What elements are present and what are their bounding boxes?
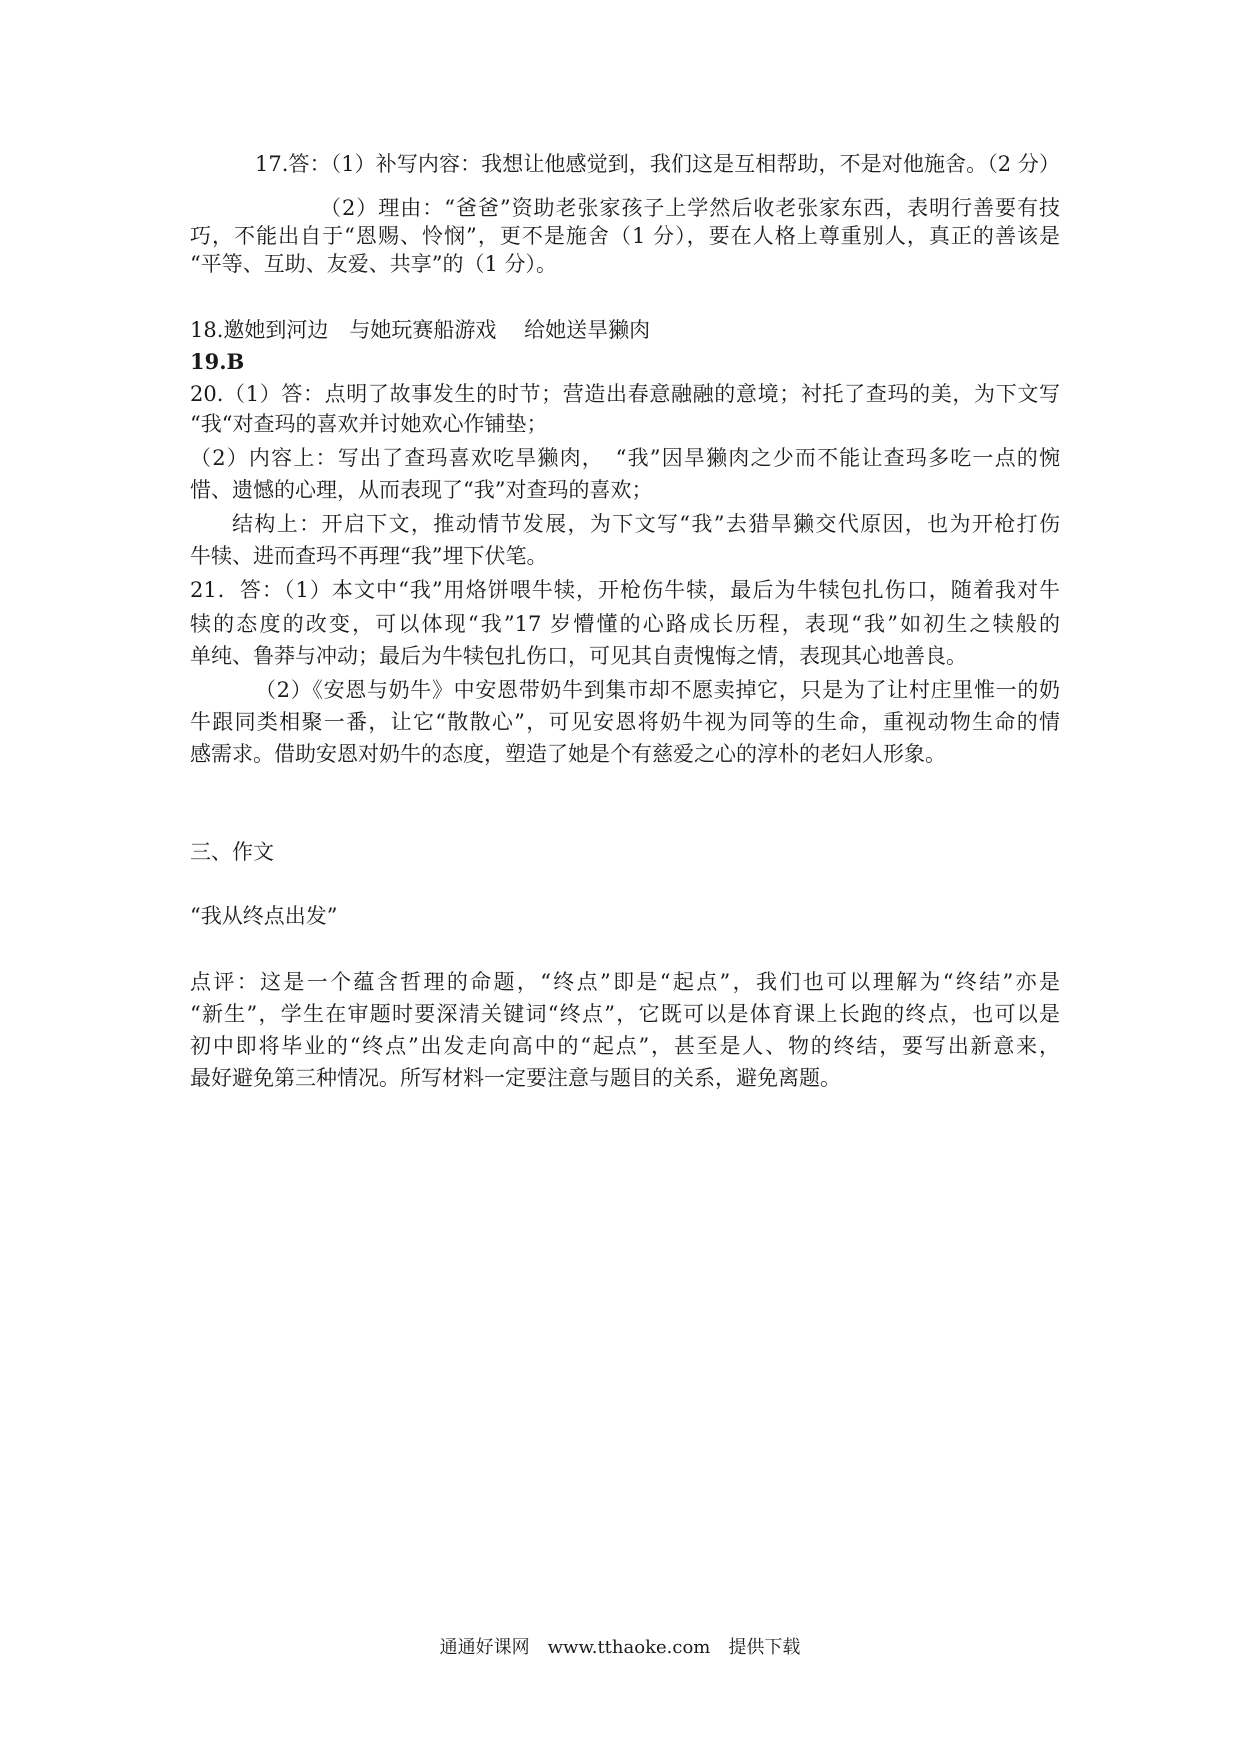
q17-line-1: 17.答：（1）补写内容：我想让他感觉到，我们这是互相帮助，不是对他施舍。（2 分） <box>255 152 1060 176</box>
q20-line-3: （2）内容上：写出了查玛喜欢吃旱獭肉， “我”因旱獭肉之少而不能让查玛多吃一点的惋 <box>190 446 1060 470</box>
q19-answer: 19.B <box>190 349 245 374</box>
comment-line-3: 初中即将毕业的“终点”出发走向高中的“起点”，甚至是人、物的终结，要写出新意来， <box>190 1034 1060 1058</box>
q20-line-4: 惜、遗憾的心理，从而表现了“我”对查玛的喜欢； <box>190 478 653 502</box>
comment-line-1: 点评：这是一个蕴含哲理的命题，“终点”即是“起点”，我们也可以理解为“终结”亦是 <box>190 970 1060 994</box>
q21-line-5: 牛跟同类相聚一番，让它“散散心”，可见安恩将奶牛视为同等的生命，重视动物生命的情 <box>190 710 1060 734</box>
q17-line-4: “平等、互助、友爱、共享”的（1 分）。 <box>190 252 558 276</box>
q18-answer: 18.邀她到河边 与她玩赛船游戏 给她送旱獭肉 <box>190 318 651 342</box>
q17-line-3: 巧，不能出自于“恩赐、怜悯”，更不是施舍（1 分），要在人格上尊重别人，真正的善该是 <box>190 224 1060 248</box>
composition-title: “我从终点出发” <box>190 904 338 928</box>
q20-line-2: “我“对查玛的喜欢并讨她欢心作铺垫； <box>190 412 548 436</box>
page-footer: 通通好课网 www.tthaoke.com 提供下载 <box>439 1637 801 1658</box>
q20-line-6: 牛犊、进而查玛不再理“我”埋下伏笔。 <box>190 544 548 568</box>
q21-line-1: 21．答：（1）本文中“我”用烙饼喂牛犊，开枪伤牛犊，最后为牛犊包扎伤口，随着我对牛 <box>190 578 1060 602</box>
q21-line-4: （2）《安恩与奶牛》中安恩带奶牛到集市却不愿卖掉它，只是为了让村庄里惟一的奶 <box>255 678 1060 702</box>
q21-line-2: 犊的态度的改变，可以体现“我”17 岁懵懂的心路成长历程，表现“我”如初生之犊般的 <box>190 612 1060 636</box>
q20-line-1: 20.（1）答：点明了故事发生的时节；营造出春意融融的意境；衬托了查玛的美，为下文写 <box>190 382 1060 406</box>
q20-line-5: 结构上：开启下文，推动情节发展，为下文写“我”去猎旱獭交代原因，也为开枪打伤 <box>232 512 1060 536</box>
comment-line-4: 最好避免第三种情况。所写材料一定要注意与题目的关系，避免离题。 <box>190 1066 841 1090</box>
section-heading: 三、作文 <box>190 840 274 864</box>
q17-line-2: （2）理由：“爸爸”资助老张家孩子上学然后收老张家东西，表明行善要有技 <box>320 196 1060 220</box>
comment-line-2: “新生”，学生在审题时要深清关键词“终点”，它既可以是体育课上长跑的终点，也可以是 <box>190 1002 1060 1026</box>
q21-line-3: 单纯、鲁莽与冲动；最后为牛犊包扎伤口，可见其自责愧悔之情，表现其心地善良。 <box>190 644 967 668</box>
q21-line-6: 感需求。借助安恩对奶牛的态度，塑造了她是个有慈爱之心的淳朴的老妇人形象。 <box>190 742 946 766</box>
